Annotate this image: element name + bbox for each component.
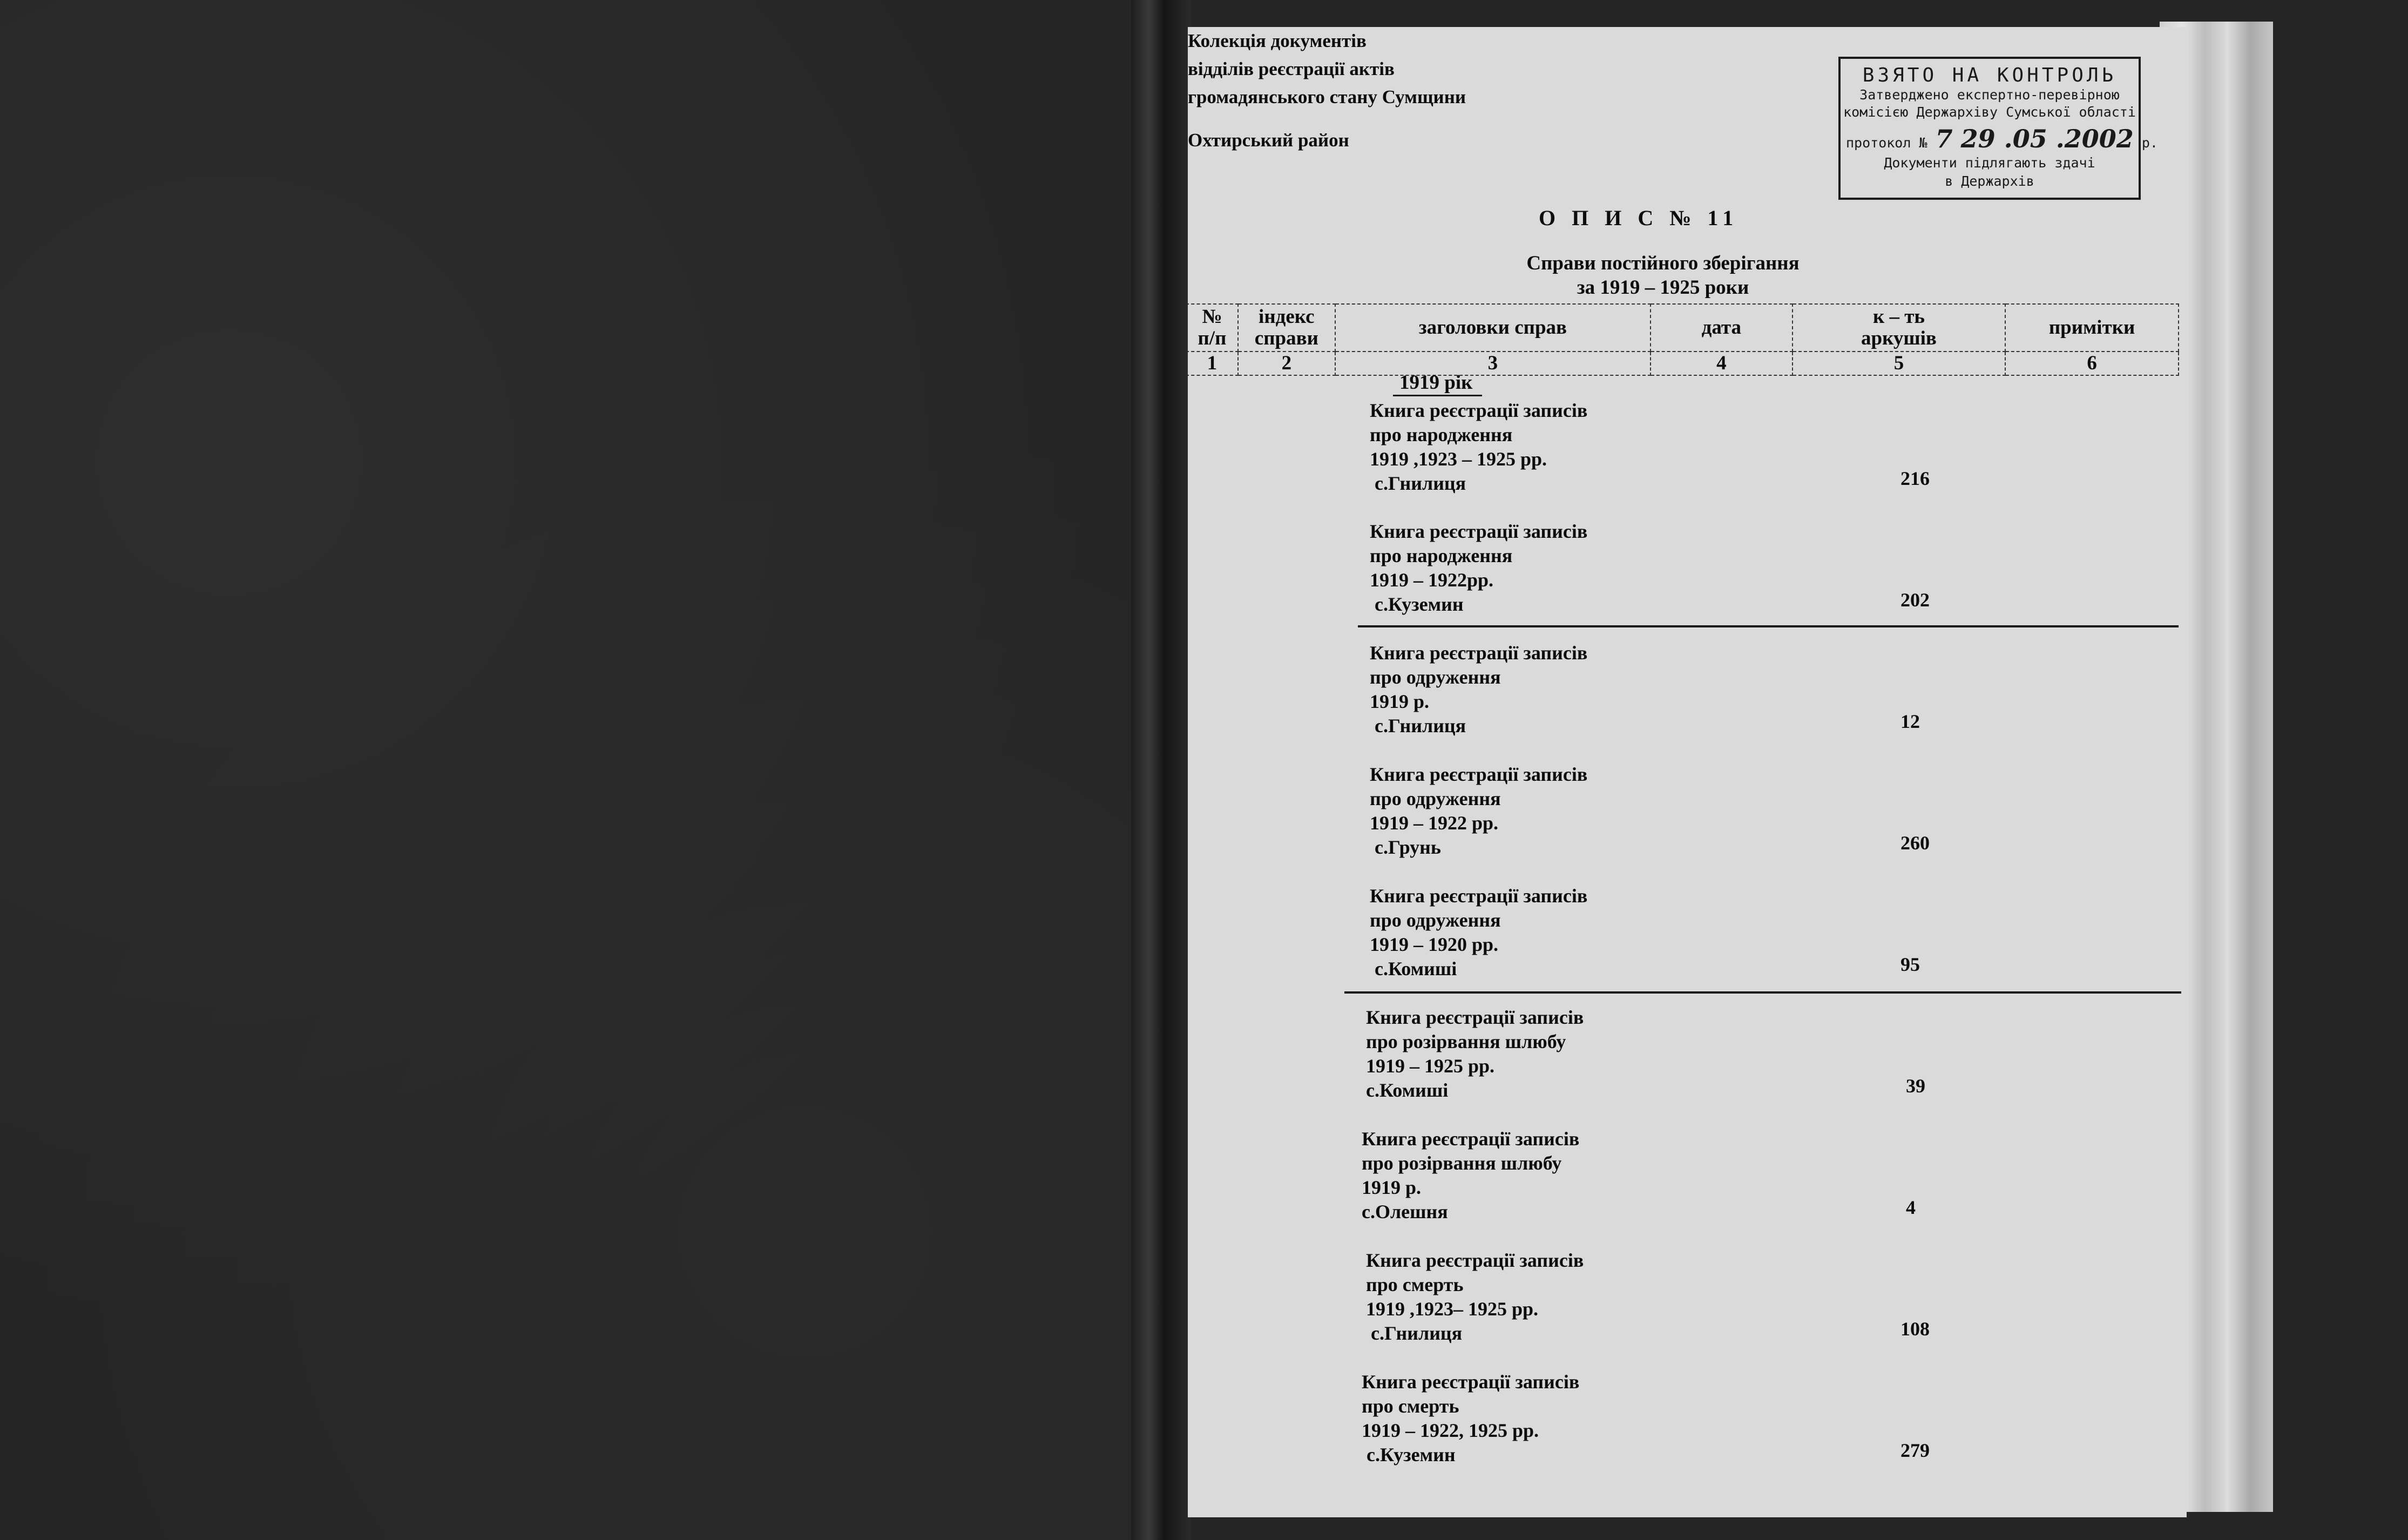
col-number-header: № п/п xyxy=(1188,304,1238,352)
column-number-row xyxy=(1188,352,2179,375)
list-item: Книга реєстрації записів про одруження 1919 – 1922 рр. с.Грунь xyxy=(1370,764,1588,858)
header-line: громадянського стану Сумщини xyxy=(1188,86,1466,107)
stamp-line: Документи підлягають здачі xyxy=(1884,155,2095,171)
column-number: 4 xyxy=(1651,352,1793,375)
stamp-line: в Держархів xyxy=(1945,173,2034,189)
stamp-protocol xyxy=(1841,124,2158,153)
protocol-number: 7 xyxy=(1935,124,1953,153)
stamp-line: Затверджено експертно-перевірною xyxy=(1859,87,2120,103)
column-header-row xyxy=(1188,304,2179,352)
col-sheets-header: к – ть аркушів xyxy=(1793,304,2006,352)
column-number: 3 xyxy=(1335,352,1651,375)
column-number: 5 xyxy=(1793,352,2006,375)
inventory-subtitle xyxy=(1501,251,1825,300)
archive-folder-cover xyxy=(0,0,1150,1540)
sheet-count: 4 xyxy=(1906,1197,1916,1218)
column-number: 1 xyxy=(1188,352,1238,375)
sheet-count: 12 xyxy=(1900,711,1920,732)
list-item: Книга реєстрації записів про смерть 1919 – 1922, 1925 рр. с.Куземин xyxy=(1362,1371,1580,1465)
sheet-count: 216 xyxy=(1900,468,1930,489)
header-line: Колекція документів xyxy=(1188,30,1367,51)
col-index-header: індекс справи xyxy=(1238,304,1335,352)
list-item: Книга реєстрації записів про розірвання шлюбу 1919 – 1925 рр. с.Комиші xyxy=(1366,1007,1584,1101)
year-heading: 1919 рік xyxy=(1393,371,1482,396)
sheet-count: 260 xyxy=(1900,832,1930,854)
protocol-label: протокол № xyxy=(1846,135,1927,151)
district-label: Охтирський район xyxy=(1188,130,1349,151)
stamp-title: ВЗЯТО НА КОНТРОЛЬ xyxy=(1862,64,2117,86)
list-item: Книга реєстрації записів про народження 1919 – 1922рр. с.Куземин xyxy=(1370,521,1588,615)
col-notes-header: примітки xyxy=(2005,304,2179,352)
list-item: Книга реєстрації записів про одруження 1919 – 1920 рр. с.Комиші xyxy=(1370,885,1588,980)
sheet-count: 39 xyxy=(1906,1075,1925,1097)
sheet-count: 279 xyxy=(1900,1440,1930,1461)
column-number: 6 xyxy=(2005,352,2179,375)
control-stamp xyxy=(1838,57,2158,200)
section-divider xyxy=(1358,625,2179,627)
subtitle-line: Справи постійного зберігання xyxy=(1526,252,1800,274)
list-item: Книга реєстрації записів про смерть 1919 ,1923– 1925 рр. с.Гнилиця xyxy=(1366,1249,1584,1344)
column-number: 2 xyxy=(1238,352,1335,375)
list-item: Книга реєстрації записів про народження 1919 ,1923 – 1925 рр. с.Гнилиця xyxy=(1370,400,1588,494)
col-date-header: дата xyxy=(1651,304,1793,352)
header-line: відділів реєстрації актів xyxy=(1188,58,1395,79)
col-headings-header: заголовки справ xyxy=(1335,304,1651,352)
section-divider xyxy=(1344,991,2181,994)
sheet-count: 202 xyxy=(1900,589,1930,611)
list-item: Книга реєстрації записів про розірвання шлюбу 1919 р. с.Олешня xyxy=(1362,1128,1580,1222)
subtitle-line: за 1919 – 1925 роки xyxy=(1577,276,1749,299)
list-item: Книга реєстрації записів про одруження 1919 р. с.Гнилиця xyxy=(1370,642,1588,737)
protocol-date: 29 .05 .2002 xyxy=(1960,124,2134,153)
inventory-title: О П И С № 11 xyxy=(1539,206,1739,230)
protocol-year-suffix: р. xyxy=(2141,135,2158,151)
collection-header xyxy=(1188,27,1466,111)
document-page xyxy=(1188,27,2187,1517)
stamp-line: комісією Держархіву Сумської області xyxy=(1843,104,2136,120)
sheet-count: 95 xyxy=(1900,954,1920,975)
book-spine xyxy=(1131,0,1191,1540)
inventory-table-header xyxy=(1188,303,2179,376)
sheet-count: 108 xyxy=(1900,1318,1930,1340)
